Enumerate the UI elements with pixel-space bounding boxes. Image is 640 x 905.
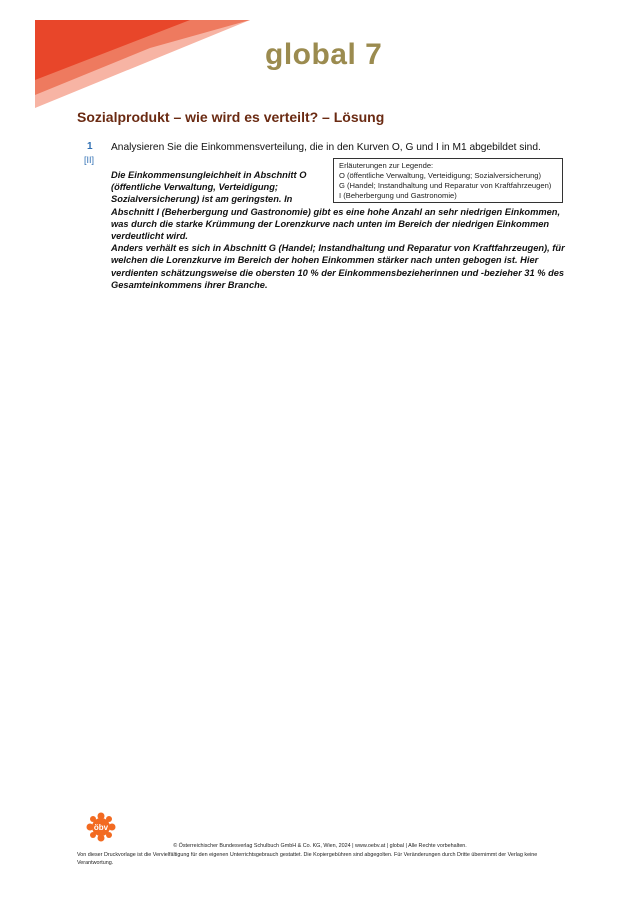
answer-line-1: Die Einkommensungleichheit in Abschnitt O bbox=[111, 170, 307, 180]
answer-line-2: (öffentliche Verwaltung, Verteidigung; bbox=[111, 182, 279, 193]
answer-paragraph-2: Anders verhält es sich in Abschnitt G (Handel; Instandhaltung und Reparatur von Kraftfahrzeugen), für welchen die Lorenzkurve im Bereich der hohen Einkommen stärker nach unten gebogen ist. Hier verdienten schätzungsweise die obersten 10 % der Einkommensbezieherinnen und -bezieher 31 % des Gesamteinkommens ihrer Branche. bbox=[111, 243, 565, 290]
logo-text: öbv bbox=[93, 823, 109, 832]
answer-text bbox=[111, 169, 571, 291]
footer-legal: Von dieser Druckvorlage ist die Vervielfältigung für den eigenen Unterrichtsgebrauch gestattet. Die Kopiergebühren sind abgegolten. Für Veränderungen durch Dritte übernimmt der Verlag keine Verantwortung. bbox=[77, 852, 538, 866]
oebv-logo-icon bbox=[86, 812, 116, 842]
page-title: Sozialprodukt – wie wird es verteilt? – Lösung bbox=[77, 109, 385, 125]
task-level: [II] bbox=[84, 155, 95, 165]
header-corner-graphic bbox=[0, 0, 260, 110]
legend-item-i: I (Beherbergung und Gastronomie) bbox=[339, 191, 457, 200]
answer-paragraph-1: Abschnitt I (Beherbergung und Gastronomie) gibt es eine hohe Anzahl an sehr niedrigen Einkommen, was durch die starke Krümmung der Lorenzkurve nach unten im Bereich der niedrigen Einkommen verdeutlicht wird. bbox=[111, 206, 561, 242]
legend-title: Erläuterungen zur Legende: bbox=[339, 161, 434, 170]
legend-item-o: O (öffentliche Verwaltung, Verteidigung; Sozialversicherung) bbox=[339, 171, 542, 180]
answer-line-3: Sozialversicherung) ist am geringsten. In bbox=[111, 194, 293, 205]
task-instruction: Analysieren Sie die Einkommensverteilung, die in den Kurven O, G und I in M1 abgebildet sind. bbox=[111, 142, 541, 153]
task-number: 1 bbox=[87, 141, 93, 152]
legend-item-g: G (Handel; Instandhaltung und Reparatur von Kraftfahrzeugen) bbox=[339, 181, 552, 190]
footer-copyright: © Österreichischer Bundesverlag Schulbuch GmbH & Co. KG, Wien, 2024 | www.oebv.at | global | Alle Rechte vorbehalten. bbox=[173, 843, 467, 849]
brand-title: global 7 bbox=[265, 38, 383, 71]
